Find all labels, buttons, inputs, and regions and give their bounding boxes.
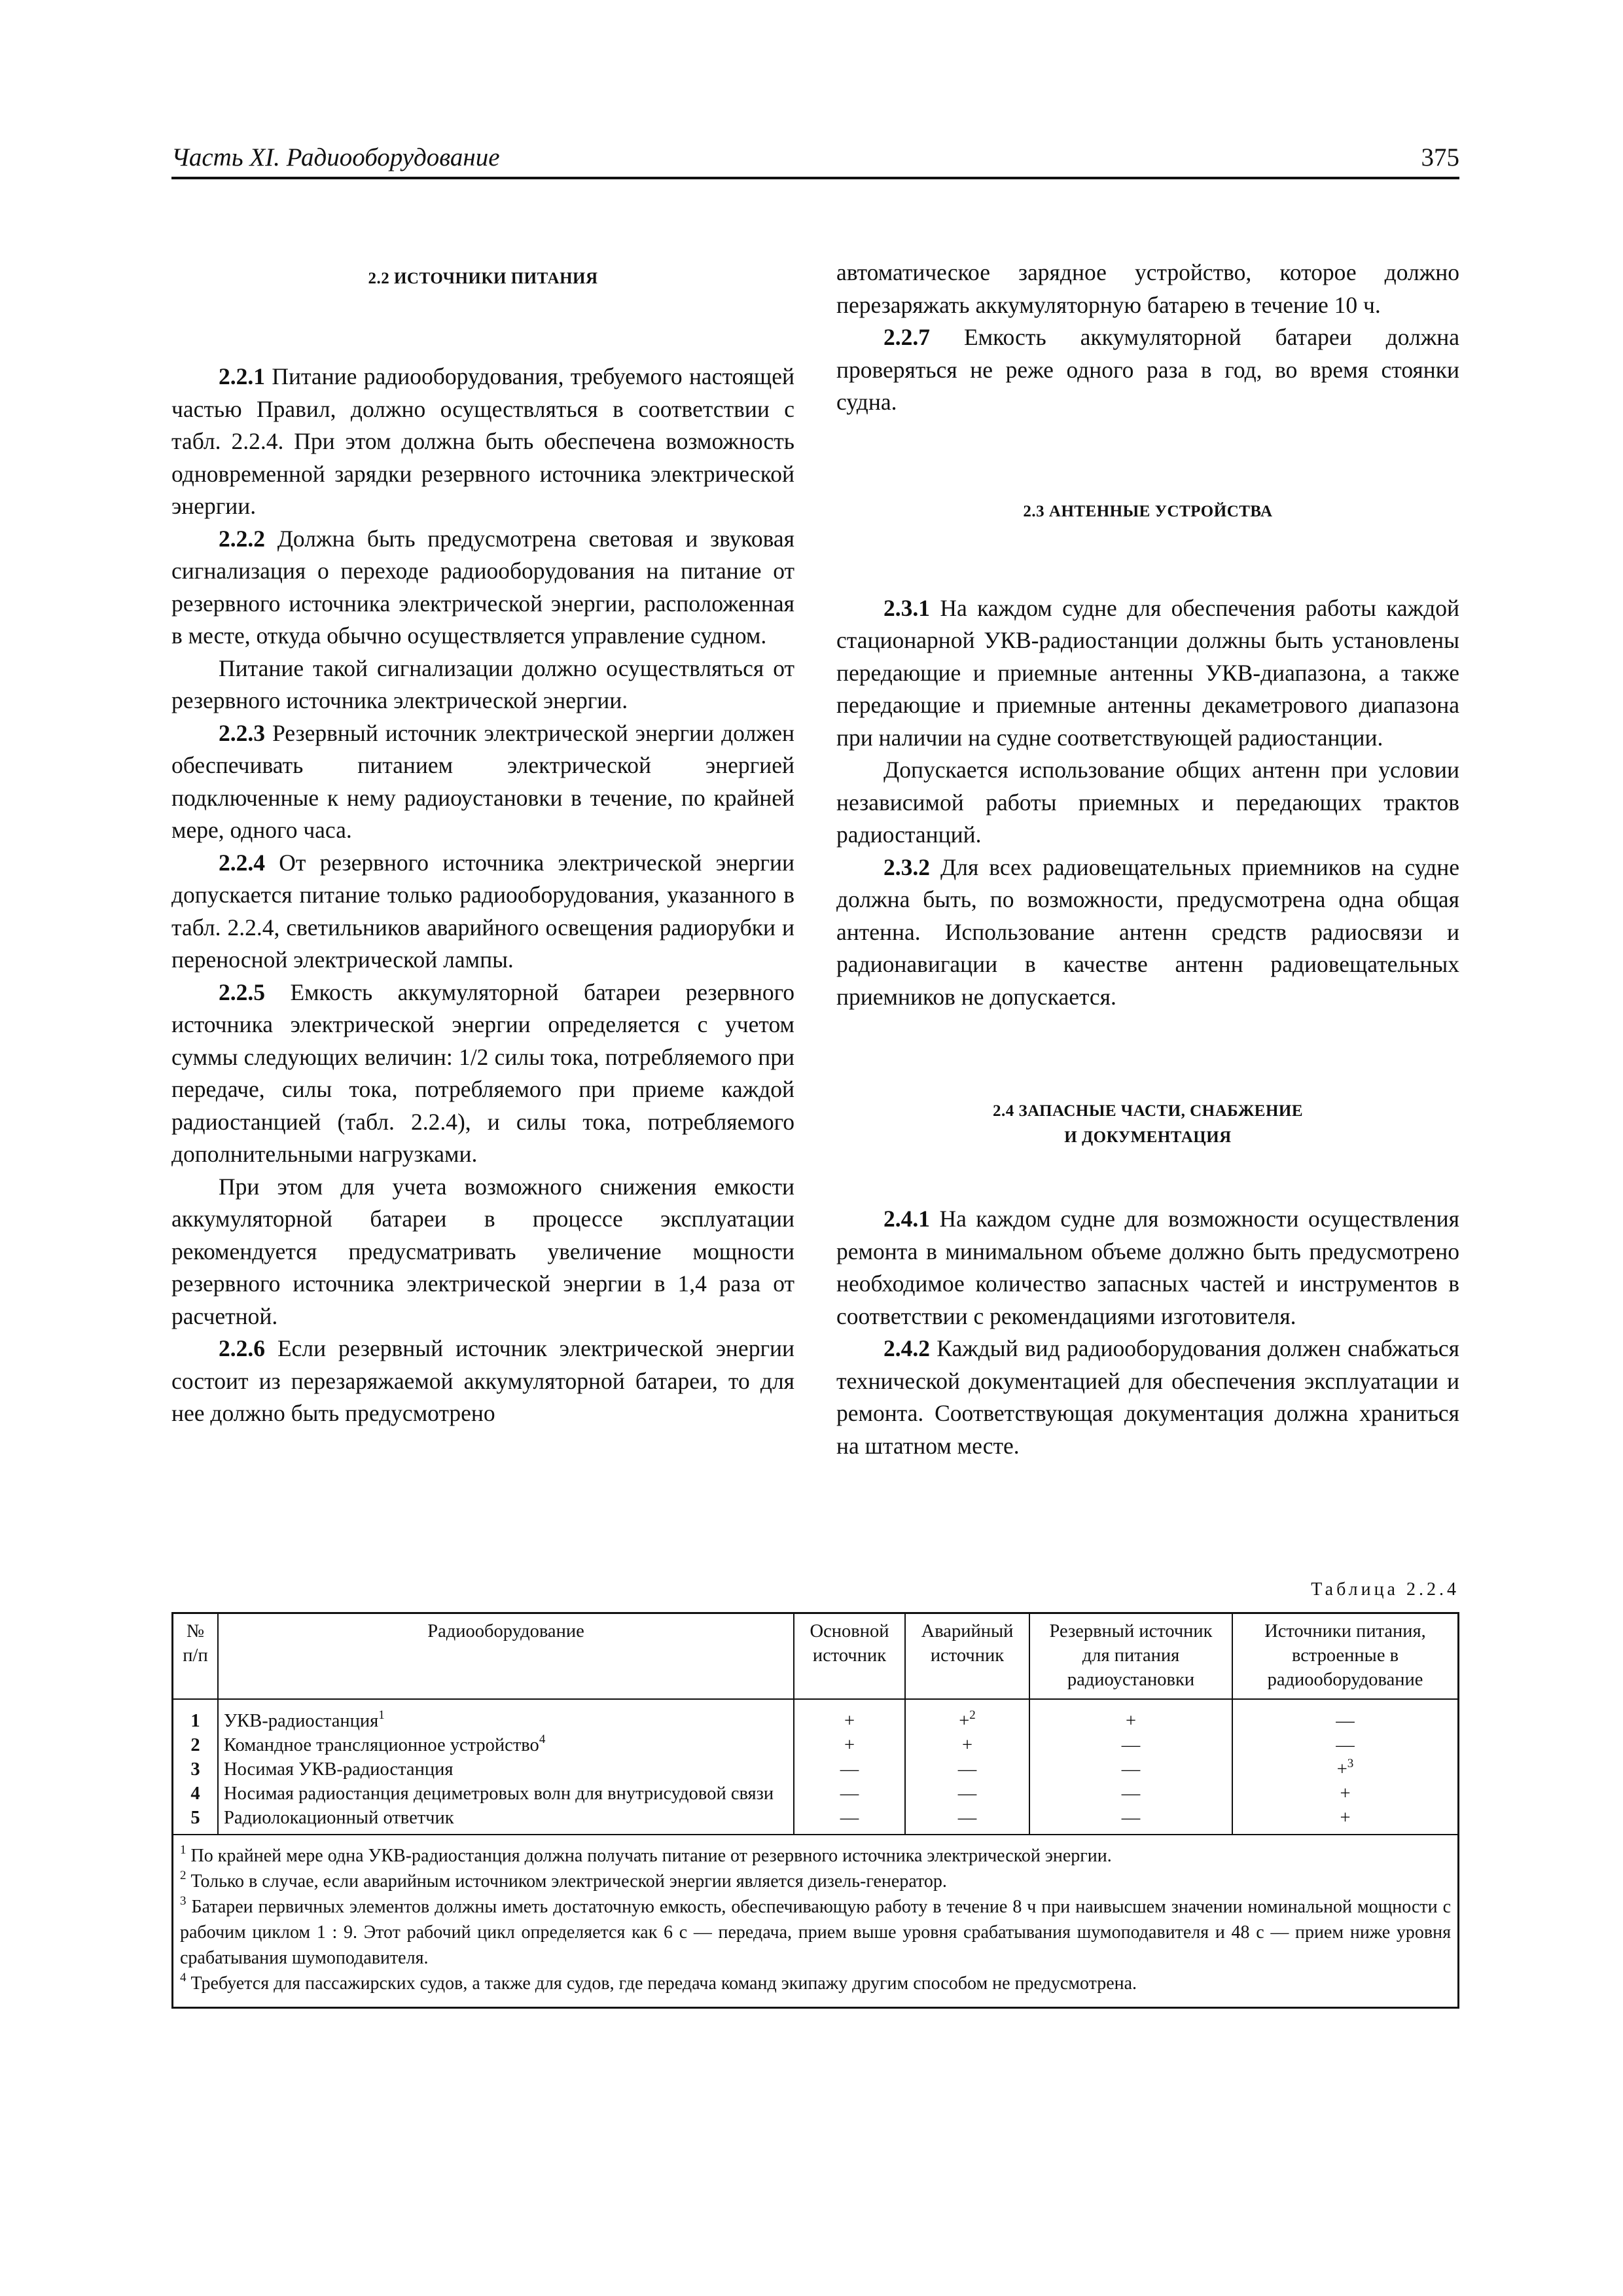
row-equipment: Радиолокационный ответчик xyxy=(218,1806,794,1834)
row-equipment: УКВ-радиостанция$^1$ xyxy=(218,1699,794,1733)
paragraph-2-2-5-continued: При этом для учета возможного снижения емкости аккумуляторной батареи в процессе эксплуатации рекомендуется предусматривать увеличение мощности резервного источника электрической энергии в 1,4 раза от расчетной. xyxy=(171,1173,794,1329)
paragraph-2-3-1 xyxy=(836,592,1459,755)
paragraph-2-2-4 xyxy=(171,847,794,977)
paragraph-2-3-1-continued: Допускается использование общих антенн при условии независимой работы приемных и передающих трактов радиостанций. xyxy=(836,757,1459,848)
paragraph-2-2-2 xyxy=(171,523,794,653)
paragraph-2-2-6-end: автоматическое зарядное устройство, которое должно перезаряжать аккумуляторную батарею в течение 10 ч. xyxy=(836,259,1459,318)
row-equipment: Командное трансляционное устройство$^4$ xyxy=(218,1733,794,1757)
row-emergency: — xyxy=(905,1782,1029,1806)
clause-number: 2.2.3 xyxy=(219,719,265,746)
paragraph-2-2-5 xyxy=(171,977,794,1171)
section-2-2-heading: 2.2 ИСТОЧНИКИ ПИТАНИЯ xyxy=(368,270,598,287)
paragraph-text: Резервный источник электрической энергии должен обеспечивать питанием электрической энергией подключенные к нему радиоустановки в течение, по крайней мере, одного часа. xyxy=(171,719,794,843)
row-number: 5 xyxy=(190,1808,200,1828)
page-number: 375 xyxy=(1421,143,1459,171)
row-number: 1 xyxy=(190,1711,200,1731)
running-title: Часть XI. Радиооборудование xyxy=(171,143,500,171)
section-2-4-heading-line-2: И ДОКУМЕНТАЦИЯ xyxy=(1064,1128,1232,1146)
header-emergency-source: Аварийный источник xyxy=(905,1614,1029,1699)
header-equipment: Радиооборудование xyxy=(218,1614,794,1699)
header-builtin-source: Источники питания, встроенные в радиооборудование xyxy=(1232,1614,1457,1699)
table-row xyxy=(173,1806,1457,1834)
clause-number: 2.2.6 xyxy=(219,1335,265,1361)
row-number: 4 xyxy=(190,1784,200,1804)
clause-number: 2.4.1 xyxy=(883,1206,930,1232)
paragraph-2-2-1 xyxy=(171,361,794,523)
clause-number: 2.4.2 xyxy=(883,1335,930,1361)
paragraph-text: Если резервный источник электрической энергии состоит из перезаряжаемой аккумуляторной батареи, то для нее должно быть предусмотрено xyxy=(171,1335,794,1426)
row-main: — xyxy=(794,1757,905,1782)
paragraph-text: Каждый вид радиооборудования должен снабжаться технической документацией для обеспечения эксплуатации и ремонта. Соответствующая документация должна храниться на штатном месте. xyxy=(836,1335,1459,1459)
row-builtin: +$^3$ xyxy=(1232,1757,1457,1782)
table-row xyxy=(173,1757,1457,1782)
paragraph-text: На каждом судне для обеспечения работы каждой стационарной УКВ-радиостанции должны быть установлены передающие и приемные антенны УКВ-диапазона, а также передающие и приемные антенны декаметрового диапазона при наличии на судне соответствующей радиостанции. xyxy=(836,594,1459,751)
header-reserve-source: Резервный источник для питания радиоустановки xyxy=(1029,1614,1232,1699)
paragraph-text: На каждом судне для возможности осуществления ремонта в минимальном объеме должно быть предусмотрено необходимое количество запасных частей и инструментов в соответствии с рекомендациями изготовителя. xyxy=(836,1206,1459,1329)
footnote: $^4$ Требуется для пассажирских судов, а также для судов, где передача команд экипажу другим способом не предусмотрена. xyxy=(180,1971,1137,1994)
clause-number: 2.3.1 xyxy=(883,594,930,621)
running-header xyxy=(171,143,1459,181)
document-page xyxy=(171,0,1459,2296)
row-main: — xyxy=(794,1782,905,1806)
row-emergency: +$^2$ xyxy=(905,1699,1029,1733)
row-emergency: — xyxy=(905,1806,1029,1834)
table-caption: Таблица 2.2.4 xyxy=(1311,1579,1459,1600)
left-column xyxy=(171,257,794,1430)
row-reserve: — xyxy=(1029,1782,1232,1806)
row-equipment: Носимая УКВ-радиостанция xyxy=(218,1757,794,1782)
clause-number: 2.2.7 xyxy=(883,324,930,350)
section-2-4-heading xyxy=(836,1098,1459,1151)
row-number: 2 xyxy=(190,1735,200,1755)
paragraph-text: От резервного источника электрической энергии допускается питание только радиооборудования, указанного в табл. 2.2.4, светильников аварийного освещения радиорубки и переносной электрической лампы. xyxy=(171,849,794,973)
table-footnotes xyxy=(173,1834,1457,2007)
row-reserve: — xyxy=(1029,1757,1232,1782)
row-builtin: — xyxy=(1232,1733,1457,1757)
paragraph-text: Емкость аккумуляторной батареи должна проверяться не реже одного раза в год, во время стоянки судна. xyxy=(836,324,1459,415)
paragraph-text: Питание радиооборудования, требуемого настоящей частью Правил, должно осуществляться в соответствии с табл. 2.2.4. При этом должна быть обеспечена возможность одновременной зарядки резервного источника электрической энергии. xyxy=(171,363,794,519)
table-header-row xyxy=(173,1614,1457,1699)
header-rule xyxy=(171,177,1459,179)
table-row xyxy=(173,1782,1457,1806)
paragraph-2-2-6 xyxy=(171,1333,794,1430)
right-column xyxy=(836,257,1459,1462)
clause-number: 2.3.2 xyxy=(883,853,930,880)
paragraph-2-2-3 xyxy=(171,717,794,847)
table-row xyxy=(173,1699,1457,1733)
row-emergency: + xyxy=(905,1733,1029,1757)
row-emergency: — xyxy=(905,1757,1029,1782)
row-builtin: — xyxy=(1232,1699,1457,1733)
clause-number: 2.2.1 xyxy=(219,363,265,389)
paragraph-2-4-1 xyxy=(836,1203,1459,1333)
section-2-4-heading-line-1: 2.4 ЗАПАСНЫЕ ЧАСТИ, СНАБЖЕНИЕ xyxy=(992,1102,1304,1120)
header-main-source: Основной источник xyxy=(794,1614,905,1699)
row-number: 3 xyxy=(190,1759,200,1780)
row-reserve: — xyxy=(1029,1733,1232,1757)
row-main: — xyxy=(794,1806,905,1834)
row-reserve: — xyxy=(1029,1806,1232,1834)
table-row xyxy=(173,1733,1457,1757)
row-equipment: Носимая радиостанция дециметровых волн для внутрисудовой связи xyxy=(218,1782,794,1806)
row-main: + xyxy=(794,1733,905,1757)
header-number: № п/п xyxy=(173,1614,218,1699)
paragraph-2-4-2 xyxy=(836,1333,1459,1462)
row-main: + xyxy=(794,1699,905,1733)
section-2-3-heading: 2.3 АНТЕННЫЕ УСТРОЙСТВА xyxy=(1023,502,1273,520)
table-grid xyxy=(173,1614,1457,1834)
paragraph-text: Для всех радиовещательных приемников на судне должна быть, по возможности, предусмотрена одна общая антенна. Использование антенн средств радиосвязи и радионавигации в качестве антенн радиовещательных приемников не допускается. xyxy=(836,853,1459,1010)
footnote: $^2$ Только в случае, если аварийным источником электрической энергии является дизель-генератор. xyxy=(180,1869,947,1892)
paragraph-text: Емкость аккумуляторной батареи резервного источника электрической энергии определяется с учетом суммы следующих величин: 1/2 силы тока, потребляемого при передаче, силы тока, потребляемого при приеме каждой радиостанцией (табл. 2.2.4), и силы тока, потребляемого дополнительными нагрузками. xyxy=(171,978,794,1167)
paragraph-2-2-2-continued: Питание такой сигнализации должно осуществляться от резервного источника электрической энергии. xyxy=(171,655,794,713)
footnote: $^1$ По крайней мере одна УКВ-радиостанция должна получать питание от резервного источника электрической энергии. xyxy=(180,1843,1112,1866)
row-builtin: + xyxy=(1232,1806,1457,1834)
clause-number: 2.2.4 xyxy=(219,849,265,876)
row-reserve: + xyxy=(1029,1699,1232,1733)
clause-number: 2.2.5 xyxy=(219,978,265,1005)
row-builtin: + xyxy=(1232,1782,1457,1806)
paragraph-2-2-7 xyxy=(836,321,1459,419)
footnote: $^3$ Батареи первичных элементов должны иметь достаточную емкость, обеспечивающую работу в течение 8 ч при наивысшем значении номинальной мощности с рабочим циклом 1 : 9. Этот рабочий цикл определяется как 6 с — передача, прием выше уровня срабатывания шумоподавителя и 48 с — прием ниже уровня срабатывания шумоподавителя. xyxy=(180,1894,1451,1968)
paragraph-text: Должна быть предусмотрена световая и звуковая сигнализация о переходе радиооборудования на питание от резервного источника электрической энергии, расположенная в месте, откуда обычно осуществляется управление судном. xyxy=(171,525,794,649)
paragraph-2-3-2 xyxy=(836,852,1459,1014)
power-sources-table xyxy=(171,1612,1459,2009)
clause-number: 2.2.2 xyxy=(219,525,265,552)
